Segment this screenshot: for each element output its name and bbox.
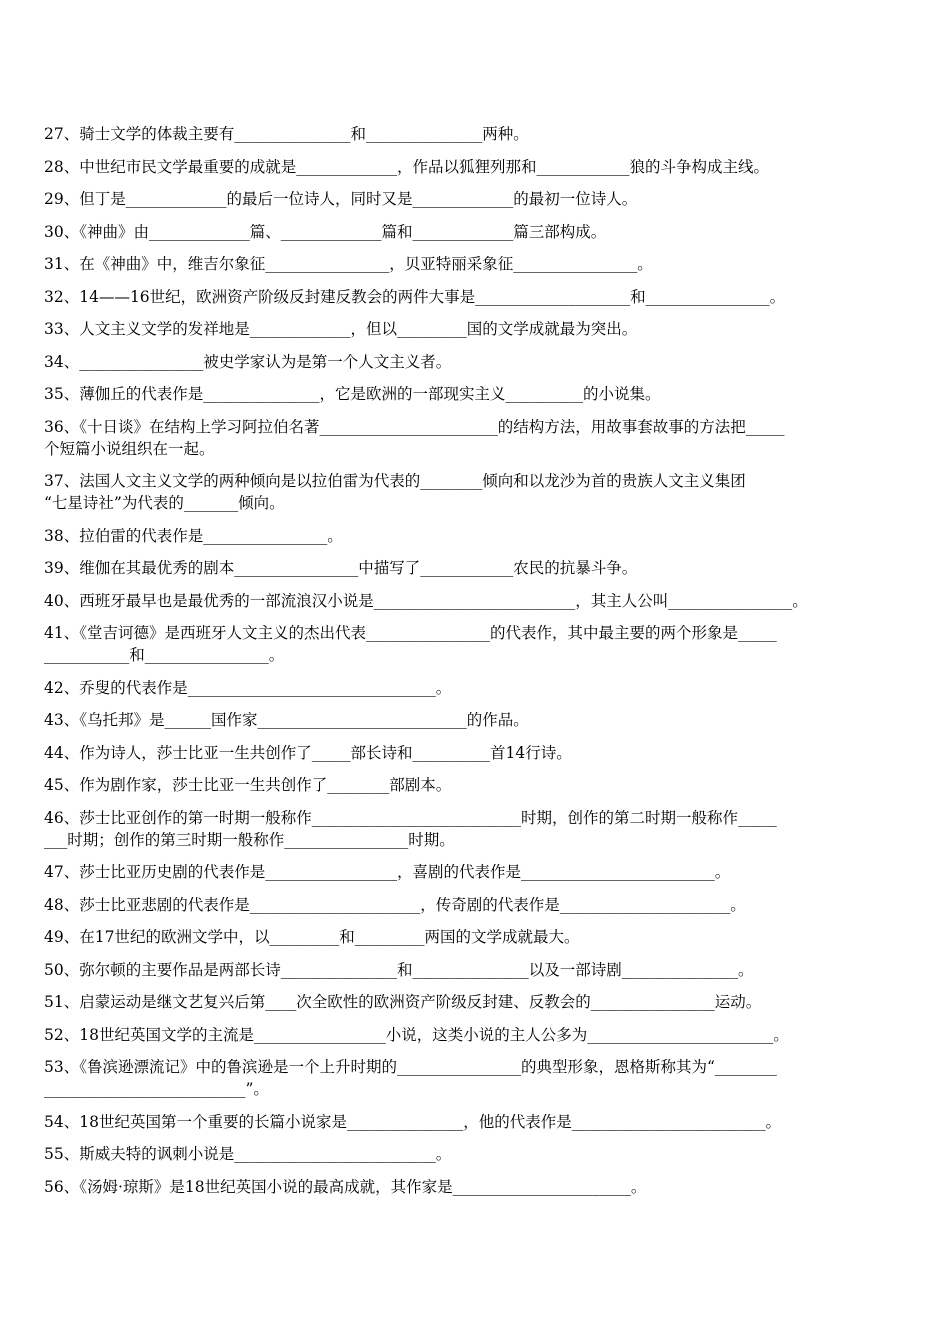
- question-text-line: 48、莎士比亚悲剧的代表作是______________________，传奇剧的代表作是______________________。: [44, 895, 746, 914]
- question-q52: [44, 1024, 922, 1046]
- question-q39: [44, 557, 922, 579]
- question-text-line: 28、中世纪市民文学最重要的成就是_____________，作品以狐狸列那和____________狼的斗争构成主线。: [44, 157, 769, 176]
- question-q51: [44, 991, 922, 1013]
- question-text-line: 47、莎士比亚历史剧的代表作是_________________，喜剧的代表作是_________________________。: [44, 863, 731, 881]
- question-text-line: “七星诗社”为代表的_______倾向。: [44, 494, 285, 512]
- question-text-line: ___时期；创作的第三时期一般称作________________时期。: [44, 830, 455, 849]
- question-q49: [44, 926, 922, 948]
- question-text-line: 个短篇小说组织在一起。: [44, 439, 215, 458]
- question-text-line: 34、________________被史学家认为是第一个人文主义者。: [44, 352, 452, 371]
- question-text-line: 49、在17世纪的欧洲文学中，以_________和_________两国的文学成就最大。: [44, 928, 580, 946]
- question-q56: [44, 1176, 922, 1198]
- question-text-line: 46、莎士比亚创作的第一时期一般称作___________________________时期，创作的第二时期一般称作_____: [44, 808, 777, 827]
- question-q33: [44, 318, 922, 340]
- question-text-line: 45、作为剧作家，莎士比亚一生共创作了________部剧本。: [44, 776, 452, 794]
- question-q44: [44, 742, 922, 764]
- question-text-line: 40、西班牙最早也是最优秀的一部流浪汉小说是__________________________，其主人公叫________________。: [44, 591, 808, 610]
- question-q43: [44, 709, 922, 731]
- question-text-line: ___________和________________。: [44, 646, 285, 664]
- question-q47: [44, 861, 922, 883]
- question-text-line: 53、《鲁滨逊漂流记》中的鲁滨逊是一个上升时期的________________的典型形象，恩格斯称其为“________: [44, 1058, 777, 1076]
- question-q53: [44, 1056, 922, 1100]
- question-text-line: 44、作为诗人，莎士比亚一生共创作了_____部长诗和__________首14行诗。: [44, 743, 572, 762]
- question-text-line: 35、薄伽丘的代表作是_______________，它是欧洲的一部现实主义__________的小说集。: [44, 385, 661, 403]
- question-text-line: 41、《堂吉诃德》是西班牙人文主义的杰出代表________________的代表作，其中最主要的两个形象是_____: [44, 624, 777, 642]
- question-q40: [44, 590, 922, 612]
- question-q50: [44, 959, 922, 981]
- question-text-line: 36、《十日谈》在结构上学习阿拉伯名著_______________________的结构方法，用故事套故事的方法把_____: [44, 417, 785, 436]
- question-q41: [44, 622, 922, 666]
- question-q36: [44, 416, 922, 460]
- question-text-line: 51、启蒙运动是继文艺复兴后第____次全欧性的欧洲资产阶级反封建、反教会的________________运动。: [44, 993, 762, 1011]
- question-q28: [44, 156, 922, 178]
- question-text-line: 27、骑士文学的体裁主要有_______________和_______________两种。: [44, 125, 529, 143]
- question-q32: [44, 286, 922, 308]
- question-q46: [44, 807, 922, 851]
- question-text-line: 32、14——16世纪，欧洲资产阶级反封建反教会的两件大事是____________________和________________。: [44, 287, 786, 306]
- question-text-line: 31、在《神曲》中，维吉尔象征________________，贝亚特丽采象征________________。: [44, 255, 653, 273]
- question-q38: [44, 525, 922, 547]
- question-text-line: 55、斯威夫特的讽刺小说是__________________________。: [44, 1145, 452, 1163]
- question-q30: [44, 221, 922, 243]
- question-text-line: 39、维伽在其最优秀的剧本________________中描写了____________农民的抗暴斗争。: [44, 559, 638, 577]
- question-text-line: 54、18世纪英国第一个重要的长篇小说家是_______________，他的代表作是_________________________。: [44, 1112, 781, 1131]
- question-q37: [44, 470, 922, 514]
- question-q48: [44, 894, 922, 916]
- question-q29: [44, 188, 922, 210]
- question-text-line: 42、乔叟的代表作是________________________________。: [44, 678, 452, 697]
- question-text-line: 56、《汤姆·琼斯》是18世纪英国小说的最高成就，其作家是_______________________。: [44, 1177, 647, 1196]
- question-q55: [44, 1143, 922, 1165]
- question-text-line: 38、拉伯雷的代表作是________________。: [44, 526, 343, 545]
- question-text-line: 33、人文主义文学的发祥地是_____________，但以_________国的文学成就最为突出。: [44, 320, 638, 338]
- question-q45: [44, 774, 922, 796]
- question-q34: [44, 351, 922, 373]
- question-text-line: 37、法国人文主义文学的两种倾向是以拉伯雷为代表的________倾向和以龙沙为首的贵族人文主义集团: [44, 472, 746, 490]
- question-q27: [44, 123, 922, 145]
- question-list: [44, 123, 922, 1208]
- question-text-line: 29、但丁是_____________的最后一位诗人，同时又是_____________的最初一位诗人。: [44, 190, 638, 208]
- question-text-line: 43、《乌托邦》是______国作家___________________________的作品。: [44, 711, 529, 729]
- question-q31: [44, 253, 922, 275]
- question-text-line: 52、18世纪英国文学的主流是_________________小说，这类小说的主人公多为________________________。: [44, 1025, 789, 1044]
- question-text-line: __________________________”。: [44, 1080, 269, 1098]
- question-q35: [44, 383, 922, 405]
- question-q54: [44, 1111, 922, 1133]
- question-text-line: 50、弥尔顿的主要作品是两部长诗_______________和_______________以及一部诗剧_______________。: [44, 960, 754, 979]
- question-text-line: 30、《神曲》由_____________篇、_____________篇和_____________篇三部构成。: [44, 222, 607, 241]
- question-q42: [44, 677, 922, 699]
